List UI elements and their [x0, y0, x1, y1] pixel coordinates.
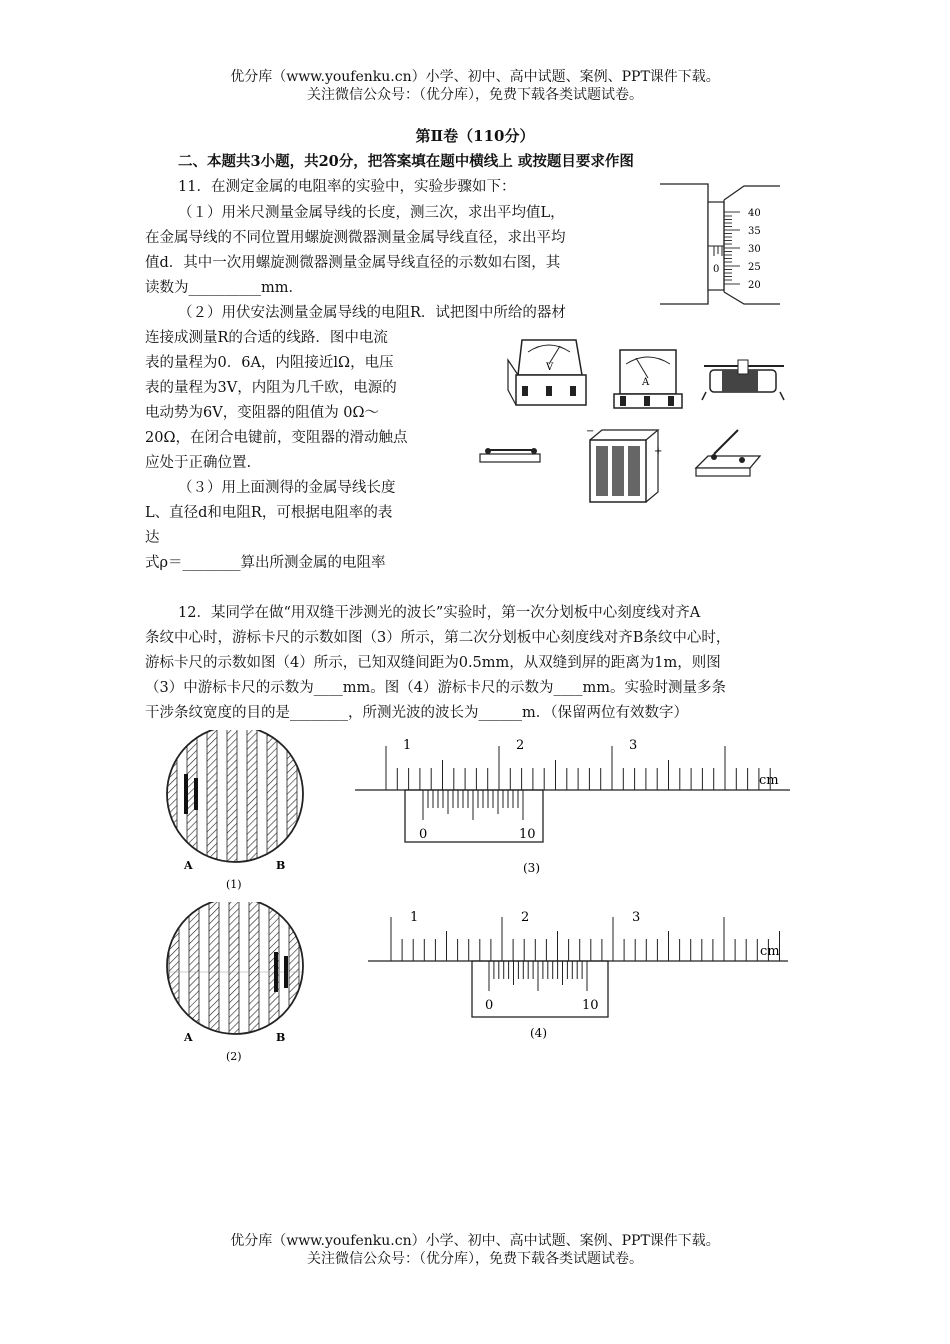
q12-line4-mid: mm。图（4）游标卡尺的示数为 [342, 680, 554, 696]
q12-answer-blank-1[interactable]: ____ [313, 680, 343, 696]
resistor-wire-icon [480, 448, 540, 462]
footer-line-1: 优分库（www.youfenku.cn）小学、初中、高中试题、案例、PPT课件下载。 [230, 1233, 720, 1249]
micrometer-label-25: 25 [748, 262, 761, 273]
q11-answer-blank-1[interactable]: __________ [188, 280, 261, 296]
q11-p1-line4 [145, 278, 303, 298]
fig1-caption: (1) [226, 878, 242, 891]
fig2-label-b: B [276, 1031, 286, 1044]
q11-p3-line4 [145, 553, 386, 573]
fig2-caption: (2) [226, 1050, 242, 1063]
q11-p3-line2: L、直径d和电阻R，可根据电阻率的表 [145, 505, 393, 521]
q11-p2-line7: 应处于正确位置. [145, 455, 252, 471]
voltmeter-label: V [546, 362, 554, 373]
q11-p2-line6: 20Ω，在闭合电键前，变阻器的滑动触点 [145, 430, 408, 446]
fig3-vernier-label-0: 0 [419, 827, 428, 842]
micrometer-label-30: 30 [748, 244, 761, 255]
switch-icon [696, 430, 760, 476]
q11-p2-line5: 电动势为6V，变阻器的阻值为 0Ω～ [145, 405, 380, 421]
q12-line4-text: （3）中游标卡尺的示数为 [145, 680, 314, 696]
q11-p3-line4-text: 式ρ＝ [145, 555, 183, 571]
ammeter-label: A [642, 377, 650, 388]
q12-answer-blank-4[interactable]: ______ [478, 705, 522, 721]
q11-p3-line3: 达 [145, 530, 160, 546]
q12-line4-tail: mm。实验时测量多条 [582, 680, 726, 696]
vernier-caliper-3 [355, 732, 795, 882]
q12-line2: 条纹中心时，游标卡尺的示数如图（3）所示，第二次分划板中心刻度线对齐B条纹中心时， [145, 630, 731, 646]
fig1-label-a: A [184, 859, 193, 872]
fringe-figure-1 [160, 730, 310, 895]
fig3-vernier-label-10: 10 [519, 827, 536, 842]
fig3-unit: cm [759, 773, 779, 788]
q12-line5-tail: m．（保留两位有效数字） [522, 705, 688, 721]
q11-p1-line2: 在金属导线的不同位置用螺旋测微器测量金属导线直径，求出平均 [145, 230, 566, 246]
q12-line5 [145, 703, 688, 723]
q11-answer-blank-2[interactable]: ________ [182, 555, 241, 571]
q11-p2-line2: 连接成测量R的合适的线路．图中电流 [145, 330, 388, 346]
fig3-main-label-2: 2 [516, 738, 525, 753]
q11-p2-line1: （２）用伏安法测量金属导线的电阻R．试把图中所给的器材 [178, 305, 566, 321]
voltmeter-icon [508, 340, 586, 405]
micrometer-figure [660, 180, 780, 310]
rheostat-icon [702, 360, 784, 400]
header-line-1: 优分库（www.youfenku.cn）小学、初中、高中试题、案例、PPT课件下载。 [230, 69, 720, 85]
fig4-main-label-2: 2 [521, 910, 530, 925]
fig4-main-label-3: 3 [632, 910, 641, 925]
vernier-caliper-4 [360, 905, 800, 1045]
fig3-main-label-3: 3 [629, 738, 638, 753]
q12-line3: 游标卡尺的示数如图（4）所示，已知双缝间距为0.5mm，从双缝到屏的距离为1m，则图 [145, 655, 721, 671]
q11-p3-line4-tail: 算出所测金属的电阻率 [240, 555, 386, 571]
fig2-label-a: A [184, 1031, 193, 1044]
section-instruction: 二、本题共3小题，共20分，把答案填在题中横线上 或按题目要求作图 [178, 153, 634, 170]
ammeter-icon [614, 350, 682, 408]
svg-text:−: − [586, 426, 595, 437]
header-line-2: 关注微信公众号：（优分库），免费下载各类试题试卷。 [307, 87, 643, 103]
fig4-caption: (4) [530, 1026, 547, 1040]
battery-icon [586, 426, 662, 502]
fig4-main-label-1: 1 [410, 910, 419, 925]
fig1-label-b: B [276, 859, 286, 872]
fig3-main-label-1: 1 [403, 738, 412, 753]
q12-line4 [145, 678, 726, 698]
q11-p2-line4: 表的量程为3V，内阻为几千欧，电源的 [145, 380, 397, 396]
fig3-caption: (3) [523, 861, 540, 875]
q11-p1-unit: mm． [261, 280, 303, 296]
q11-p1-line1: （１）用米尺测量金属导线的长度，测三次，求出平均值L， [178, 205, 565, 221]
section-title: 第Ⅱ卷（110分） [415, 127, 535, 145]
fig4-unit: cm [760, 944, 780, 959]
fringe-figure-2 [160, 902, 310, 1067]
footer-line-2: 关注微信公众号：（优分库），免费下载各类试题试卷。 [307, 1251, 643, 1267]
equipment-figure [470, 330, 800, 510]
micrometer-label-20: 20 [748, 280, 761, 291]
micrometer-label-40: 40 [748, 208, 761, 219]
q11-p1-line3: 值d．其中一次用螺旋测微器测量金属导线直径的示数如右图，其 [145, 255, 561, 271]
q12-answer-blank-2[interactable]: ____ [553, 680, 583, 696]
fig4-vernier-label-10: 10 [582, 998, 599, 1013]
q11-p3-line1: （３）用上面测得的金属导线长度 [178, 480, 396, 496]
svg-text:+: + [654, 446, 663, 457]
fig4-vernier-label-0: 0 [485, 998, 494, 1013]
micrometer-label-35: 35 [748, 226, 761, 237]
q12-line1: 12．某同学在做“用双缝干涉测光的波长”实验时，第一次分划板中心刻度线对齐A [178, 605, 701, 621]
q12-answer-blank-3[interactable]: ________ [290, 705, 348, 721]
q11-p1-line4-text: 读数为 [145, 280, 189, 296]
q12-line5-mid: ，所测光波的波长为 [348, 705, 479, 721]
micrometer-zero-label: 0 [713, 264, 720, 275]
q11-p2-line3: 表的量程为0．6A，内阻接近lΩ，电压 [145, 355, 394, 371]
q12-line5-text: 干涉条纹宽度的目的是 [145, 705, 290, 721]
q11-intro: 11．在测定金属的电阻率的实验中，实验步骤如下： [178, 179, 516, 195]
